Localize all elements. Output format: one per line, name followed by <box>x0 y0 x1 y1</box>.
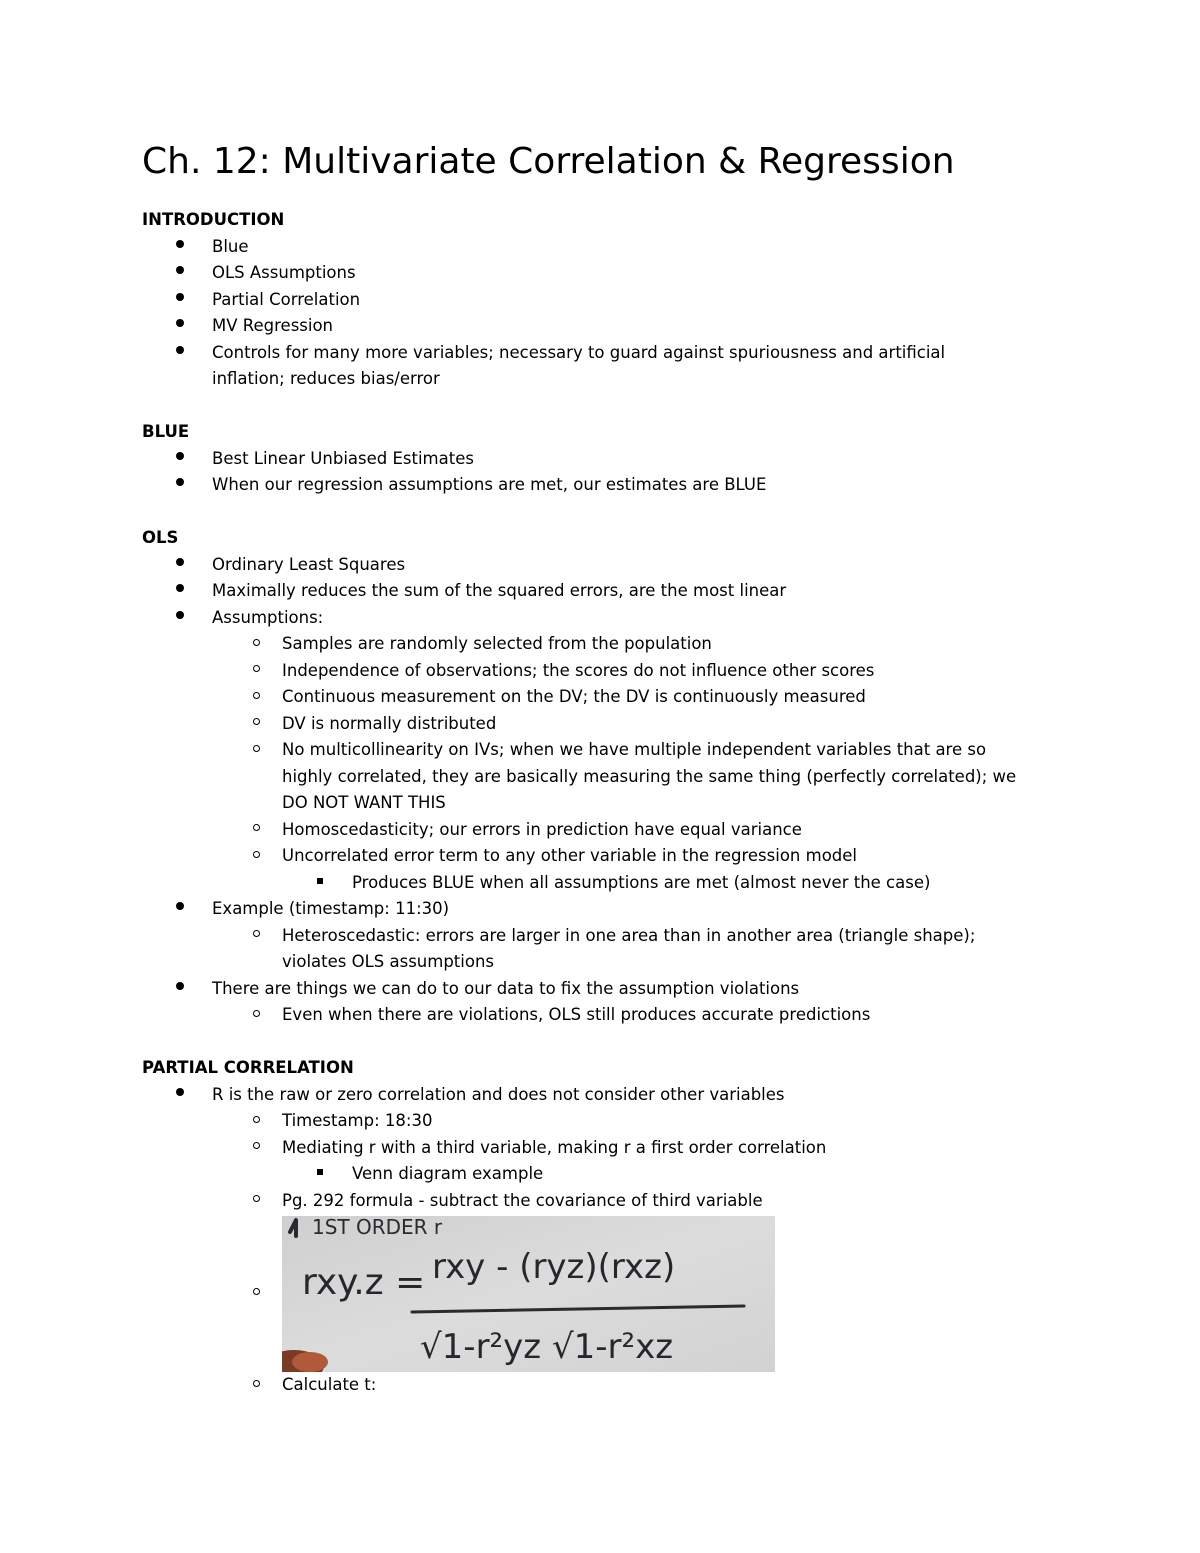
bullet-icon <box>170 552 190 579</box>
whiteboard-formula-image <box>282 1216 775 1372</box>
introduction-list <box>142 234 1072 393</box>
circle-bullet-icon <box>246 817 266 844</box>
circle-bullet-icon <box>246 1188 266 1215</box>
sub-list-item: No multicollinearity on IVs; when we have multiple independent variables that are so highly correlated, they are basically measuring the same thing (perfectly correlated); we DO NOT WANT THIS <box>142 737 1072 817</box>
sub-list-item: Continuous measurement on the DV; the DV is continuously measured <box>142 684 1072 711</box>
sub-list-item: Even when there are violations, OLS still produces accurate predictions <box>142 1002 1072 1029</box>
blue-list <box>142 446 1072 499</box>
circle-bullet-icon <box>246 843 266 870</box>
svg-text:rxy - (ryz)(rxz): rxy - (ryz)(rxz) <box>432 1247 676 1287</box>
page-title: Ch. 12: Multivariate Correlation & Regression <box>142 141 955 182</box>
circle-bullet-icon <box>246 1372 266 1399</box>
bullet-icon <box>170 896 190 923</box>
bullet-icon <box>170 446 190 473</box>
sub-sub-list-item: Produces BLUE when all assumptions are met (almost never the case) <box>142 870 1072 897</box>
partial-correlation-list <box>142 1082 1072 1399</box>
svg-text:1ST ORDER r: 1ST ORDER r <box>312 1216 443 1239</box>
bullet-icon <box>170 340 190 367</box>
sub-list-item: Calculate t: <box>142 1372 1072 1399</box>
sub-list-item: Timestamp: 18:30 <box>142 1108 1072 1135</box>
section-heading-ols: OLS <box>142 528 179 547</box>
circle-bullet-icon <box>246 1108 266 1135</box>
list-item: R is the raw or zero correlation and does not consider other variables <box>142 1082 1072 1109</box>
circle-bullet-icon <box>246 1280 266 1307</box>
list-item: Maximally reduces the sum of the squared errors, are the most linear <box>142 578 1072 605</box>
circle-bullet-icon <box>246 1002 266 1029</box>
sub-list-item: DV is normally distributed <box>142 711 1072 738</box>
bullet-icon <box>170 234 190 261</box>
bullet-icon <box>170 605 190 632</box>
list-item: MV Regression <box>142 313 1072 340</box>
list-item: There are things we can do to our data to fix the assumption violations <box>142 976 1072 1003</box>
sub-list-item: Heteroscedastic: errors are larger in one area than in another area (triangle shape); violates OLS assumptions <box>142 923 1072 976</box>
list-item: Partial Correlation <box>142 287 1072 314</box>
section-heading-introduction: INTRODUCTION <box>142 210 285 229</box>
circle-bullet-icon <box>246 737 266 764</box>
sub-list-item: Homoscedasticity; our errors in prediction have equal variance <box>142 817 1072 844</box>
section-heading-partial-correlation: PARTIAL CORRELATION <box>142 1058 354 1077</box>
bullet-icon <box>170 313 190 340</box>
bullet-icon <box>170 287 190 314</box>
square-bullet-icon <box>310 1161 330 1188</box>
sub-list-item: Pg. 292 formula - subtract the covariance of third variable <box>142 1188 1072 1215</box>
list-item: Blue <box>142 234 1072 261</box>
sub-list-item: Mediating r with a third variable, making r a first order correlation <box>142 1135 1072 1162</box>
list-item: When our regression assumptions are met, our estimates are BLUE <box>142 472 1072 499</box>
circle-bullet-icon <box>246 923 266 950</box>
svg-text:rxy.z =: rxy.z = <box>302 1262 426 1303</box>
sub-sub-list-item: Venn diagram example <box>142 1161 1072 1188</box>
sub-list-item: Samples are randomly selected from the population <box>142 631 1072 658</box>
list-item: OLS Assumptions <box>142 260 1072 287</box>
list-item: Best Linear Unbiased Estimates <box>142 446 1072 473</box>
bullet-icon <box>170 260 190 287</box>
svg-text:√1-r²yz √1-r²xz: √1-r²yz √1-r²xz <box>420 1327 674 1367</box>
sub-list-item: Uncorrelated error term to any other variable in the regression model <box>142 843 1072 870</box>
section-heading-blue: BLUE <box>142 422 190 441</box>
sub-list-item: Independence of observations; the scores do not influence other scores <box>142 658 1072 685</box>
square-bullet-icon <box>310 870 330 897</box>
ols-list <box>142 552 1072 1029</box>
circle-bullet-icon <box>246 1135 266 1162</box>
bullet-icon <box>170 1082 190 1109</box>
list-item: Assumptions: <box>142 605 1072 632</box>
circle-bullet-icon <box>246 684 266 711</box>
circle-bullet-icon <box>246 658 266 685</box>
bullet-icon <box>170 472 190 499</box>
list-item: Example (timestamp: 11:30) <box>142 896 1072 923</box>
bullet-icon <box>170 578 190 605</box>
document-body <box>142 207 1072 1399</box>
circle-bullet-icon <box>246 631 266 658</box>
list-item: Ordinary Least Squares <box>142 552 1072 579</box>
sub-list-item-formula-image <box>142 1214 1072 1372</box>
circle-bullet-icon <box>246 711 266 738</box>
bullet-icon <box>170 976 190 1003</box>
list-item: Controls for many more variables; necessary to guard against spuriousness and artificial inflation; reduces bias/error <box>142 340 1072 393</box>
